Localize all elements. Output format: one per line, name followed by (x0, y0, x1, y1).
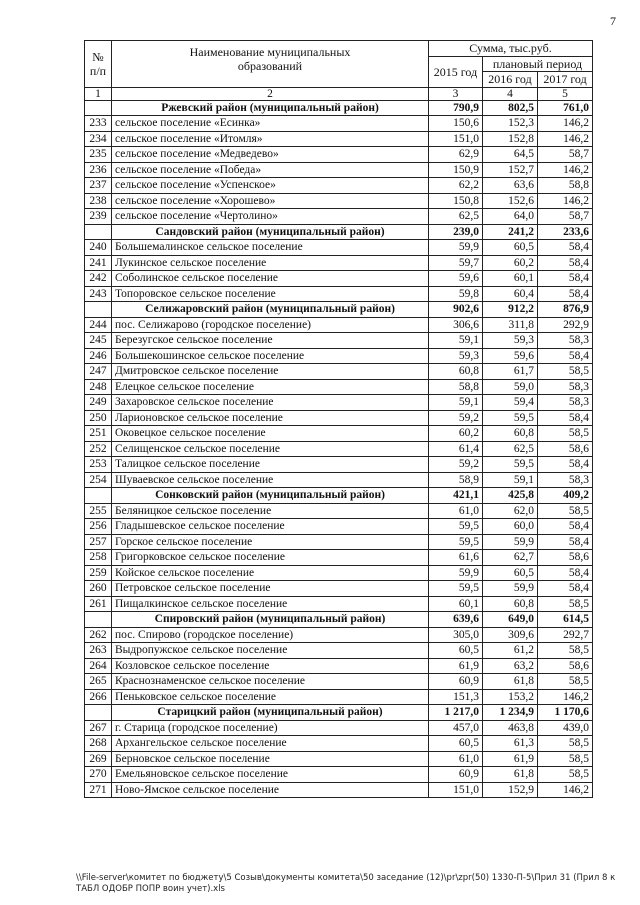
row-number: 240 (85, 240, 112, 256)
value-2016: 309,6 (483, 627, 538, 643)
value-2015: 59,5 (429, 519, 483, 535)
value-2017: 58,6 (538, 441, 593, 457)
column-number: 3 (429, 87, 483, 100)
table-row (85, 720, 593, 736)
column-numbers-row (85, 87, 593, 100)
row-number: 242 (85, 271, 112, 287)
value-2016: 63,6 (483, 178, 538, 194)
row-number: 271 (85, 782, 112, 798)
value-2015: 59,5 (429, 534, 483, 550)
district-row (85, 100, 593, 116)
table-row (85, 689, 593, 705)
row-number (85, 488, 112, 504)
value-2017: 58,3 (538, 395, 593, 411)
header-name: Наименование муниципальных образований (112, 41, 429, 88)
value-2016: 59,6 (483, 348, 538, 364)
value-2015: 421,1 (429, 488, 483, 504)
value-2017: 58,4 (538, 534, 593, 550)
row-name: сельское поселение «Успенское» (112, 178, 429, 194)
value-2016: 59,9 (483, 581, 538, 597)
value-2016: 61,8 (483, 767, 538, 783)
value-2017: 233,6 (538, 224, 593, 240)
row-name: Емельяновское сельское поселение (112, 767, 429, 783)
file-path-footer: \\File-server\комитет по бюджету\5 Созыв\документы комитета\50 заседание (12)\pr\zpr(50) 1330-П-5\Прил 31 (Прил 8 к ТАБЛ ОДОБР ПОПР воин учет).xls (76, 873, 616, 894)
header-2016: 2016 год (483, 72, 538, 88)
value-2016: 152,7 (483, 162, 538, 178)
value-2017: 58,4 (538, 286, 593, 302)
row-number: 245 (85, 333, 112, 349)
row-number: 251 (85, 426, 112, 442)
row-number: 253 (85, 457, 112, 473)
row-number: 264 (85, 658, 112, 674)
value-2016: 64,0 (483, 209, 538, 225)
value-2017: 58,5 (538, 503, 593, 519)
row-name: пос. Селижарово (городское поселение) (112, 317, 429, 333)
value-2016: 60,5 (483, 565, 538, 581)
header-sum: Сумма, тыс.руб. (429, 41, 593, 57)
value-2017: 58,5 (538, 767, 593, 783)
value-2017: 761,0 (538, 100, 593, 116)
row-number: 256 (85, 519, 112, 535)
value-2015: 1 217,0 (429, 705, 483, 721)
table-row (85, 162, 593, 178)
row-name: Краснознаменское сельское поселение (112, 674, 429, 690)
row-number (85, 705, 112, 721)
column-number: 4 (483, 87, 538, 100)
value-2017: 292,7 (538, 627, 593, 643)
row-number: 236 (85, 162, 112, 178)
value-2016: 649,0 (483, 612, 538, 628)
row-name: Старицкий район (муниципальный район) (112, 705, 429, 721)
row-number: 267 (85, 720, 112, 736)
table-row (85, 410, 593, 426)
value-2016: 59,3 (483, 333, 538, 349)
column-number: 1 (85, 87, 112, 100)
header-planned-period: плановый период (483, 56, 593, 72)
value-2015: 151,0 (429, 782, 483, 798)
value-2015: 151,0 (429, 131, 483, 147)
row-name: Дмитровское сельское поселение (112, 364, 429, 380)
value-2017: 58,3 (538, 333, 593, 349)
table-row (85, 596, 593, 612)
value-2015: 61,6 (429, 550, 483, 566)
row-number: 238 (85, 193, 112, 209)
table-row (85, 565, 593, 581)
row-number: 241 (85, 255, 112, 271)
value-2016: 61,3 (483, 736, 538, 752)
table-row (85, 550, 593, 566)
value-2015: 59,8 (429, 286, 483, 302)
value-2016: 62,5 (483, 441, 538, 457)
row-name: Большекошинское сельское поселение (112, 348, 429, 364)
value-2017: 58,5 (538, 643, 593, 659)
row-name: Койское сельское поселение (112, 565, 429, 581)
row-number: 233 (85, 116, 112, 132)
row-number: 248 (85, 379, 112, 395)
value-2017: 614,5 (538, 612, 593, 628)
value-2015: 150,9 (429, 162, 483, 178)
value-2016: 912,2 (483, 302, 538, 318)
table-row (85, 472, 593, 488)
value-2015: 59,5 (429, 581, 483, 597)
value-2015: 59,2 (429, 410, 483, 426)
row-name: Берновское сельское поселение (112, 751, 429, 767)
value-2015: 59,9 (429, 240, 483, 256)
table-row (85, 503, 593, 519)
row-name: сельское поселение «Медведево» (112, 147, 429, 163)
row-number (85, 612, 112, 628)
value-2015: 62,5 (429, 209, 483, 225)
table-row (85, 581, 593, 597)
value-2015: 60,9 (429, 674, 483, 690)
value-2015: 62,9 (429, 147, 483, 163)
value-2016: 1 234,9 (483, 705, 538, 721)
value-2015: 59,1 (429, 395, 483, 411)
table-row (85, 534, 593, 550)
row-name: Ларионовское сельское поселение (112, 410, 429, 426)
table-body (85, 100, 593, 798)
row-name: Большемалинское сельское поселение (112, 240, 429, 256)
value-2017: 58,7 (538, 147, 593, 163)
row-name: Ново-Ямское сельское поселение (112, 782, 429, 798)
row-name: Оковецкое сельское поселение (112, 426, 429, 442)
value-2015: 59,9 (429, 565, 483, 581)
value-2016: 61,7 (483, 364, 538, 380)
value-2015: 60,2 (429, 426, 483, 442)
value-2015: 457,0 (429, 720, 483, 736)
value-2016: 152,9 (483, 782, 538, 798)
column-number: 2 (112, 87, 429, 100)
value-2015: 60,5 (429, 643, 483, 659)
value-2017: 292,9 (538, 317, 593, 333)
value-2015: 639,6 (429, 612, 483, 628)
row-name: Пеньковское сельское поселение (112, 689, 429, 705)
row-number: 262 (85, 627, 112, 643)
value-2017: 58,5 (538, 596, 593, 612)
row-name: Григорковское сельское поселение (112, 550, 429, 566)
value-2016: 61,2 (483, 643, 538, 659)
row-name: сельское поселение «Есинка» (112, 116, 429, 132)
table-row (85, 751, 593, 767)
row-number (85, 100, 112, 116)
value-2017: 58,4 (538, 565, 593, 581)
table-row (85, 209, 593, 225)
value-2016: 62,0 (483, 503, 538, 519)
row-number: 269 (85, 751, 112, 767)
row-number: 268 (85, 736, 112, 752)
table-row (85, 131, 593, 147)
value-2015: 59,2 (429, 457, 483, 473)
value-2017: 876,9 (538, 302, 593, 318)
value-2017: 409,2 (538, 488, 593, 504)
table-row (85, 348, 593, 364)
table-row (85, 658, 593, 674)
value-2016: 425,8 (483, 488, 538, 504)
row-number: 237 (85, 178, 112, 194)
value-2017: 146,2 (538, 782, 593, 798)
row-name: Захаровское сельское поселение (112, 395, 429, 411)
value-2017: 58,3 (538, 379, 593, 395)
table-row (85, 457, 593, 473)
value-2017: 58,4 (538, 410, 593, 426)
row-name: Талицкое сельское поселение (112, 457, 429, 473)
value-2017: 58,6 (538, 658, 593, 674)
row-number: 255 (85, 503, 112, 519)
value-2016: 152,6 (483, 193, 538, 209)
row-number: 244 (85, 317, 112, 333)
row-name: сельское поселение «Победа» (112, 162, 429, 178)
table-row (85, 736, 593, 752)
row-number: 249 (85, 395, 112, 411)
value-2016: 60,2 (483, 255, 538, 271)
value-2016: 61,8 (483, 674, 538, 690)
value-2016: 241,2 (483, 224, 538, 240)
value-2016: 463,8 (483, 720, 538, 736)
row-name: Беляницкое сельское поселение (112, 503, 429, 519)
value-2017: 58,4 (538, 240, 593, 256)
row-number (85, 302, 112, 318)
column-number: 5 (538, 87, 593, 100)
value-2015: 239,0 (429, 224, 483, 240)
value-2015: 902,6 (429, 302, 483, 318)
value-2015: 58,9 (429, 472, 483, 488)
row-number: 260 (85, 581, 112, 597)
value-2017: 58,3 (538, 472, 593, 488)
value-2016: 59,5 (483, 457, 538, 473)
district-row (85, 224, 593, 240)
value-2015: 59,7 (429, 255, 483, 271)
value-2016: 64,5 (483, 147, 538, 163)
row-name: Соболинское сельское поселение (112, 271, 429, 287)
value-2016: 60,8 (483, 426, 538, 442)
value-2015: 60,9 (429, 767, 483, 783)
row-name: Селищенское сельское поселение (112, 441, 429, 457)
value-2015: 305,0 (429, 627, 483, 643)
row-number: 247 (85, 364, 112, 380)
table-row (85, 364, 593, 380)
row-name: пос. Спирово (городское поселение) (112, 627, 429, 643)
value-2015: 306,6 (429, 317, 483, 333)
row-number: 243 (85, 286, 112, 302)
row-name: Козловское сельское поселение (112, 658, 429, 674)
table-row (85, 767, 593, 783)
value-2017: 58,4 (538, 581, 593, 597)
value-2016: 152,3 (483, 116, 538, 132)
value-2017: 58,5 (538, 751, 593, 767)
row-name: Спировский район (муниципальный район) (112, 612, 429, 628)
row-number: 259 (85, 565, 112, 581)
table-row (85, 193, 593, 209)
row-name: Архангельское сельское поселение (112, 736, 429, 752)
value-2015: 62,2 (429, 178, 483, 194)
row-number: 258 (85, 550, 112, 566)
value-2017: 146,2 (538, 131, 593, 147)
row-name: Шуваевское сельское поселение (112, 472, 429, 488)
row-name: Березугское сельское поселение (112, 333, 429, 349)
row-name: Елецкое сельское поселение (112, 379, 429, 395)
value-2017: 58,6 (538, 550, 593, 566)
value-2016: 59,9 (483, 534, 538, 550)
row-number: 252 (85, 441, 112, 457)
value-2016: 59,0 (483, 379, 538, 395)
table-row (85, 627, 593, 643)
row-name: сельское поселение «Хорошево» (112, 193, 429, 209)
table-row (85, 333, 593, 349)
table-row (85, 426, 593, 442)
row-name: Горское сельское поселение (112, 534, 429, 550)
value-2017: 58,5 (538, 674, 593, 690)
value-2015: 58,8 (429, 379, 483, 395)
value-2015: 790,9 (429, 100, 483, 116)
value-2016: 62,7 (483, 550, 538, 566)
value-2015: 150,6 (429, 116, 483, 132)
value-2015: 61,0 (429, 751, 483, 767)
value-2015: 60,8 (429, 364, 483, 380)
value-2016: 153,2 (483, 689, 538, 705)
table-row (85, 178, 593, 194)
row-number: 257 (85, 534, 112, 550)
value-2016: 61,9 (483, 751, 538, 767)
value-2017: 1 170,6 (538, 705, 593, 721)
value-2017: 58,4 (538, 519, 593, 535)
header-2015: 2015 год (429, 56, 483, 87)
district-row (85, 488, 593, 504)
row-name: сельское поселение «Итомля» (112, 131, 429, 147)
header-num: № п/п (85, 41, 112, 88)
value-2015: 61,0 (429, 503, 483, 519)
row-number: 261 (85, 596, 112, 612)
row-number: 266 (85, 689, 112, 705)
table-row (85, 286, 593, 302)
table-row (85, 255, 593, 271)
value-2016: 60,4 (483, 286, 538, 302)
table-row (85, 116, 593, 132)
row-name: Лукинское сельское поселение (112, 255, 429, 271)
value-2016: 60,1 (483, 271, 538, 287)
value-2017: 146,2 (538, 689, 593, 705)
table-row (85, 441, 593, 457)
table-row (85, 379, 593, 395)
row-number: 250 (85, 410, 112, 426)
row-number: 235 (85, 147, 112, 163)
row-name: Петровское сельское поселение (112, 581, 429, 597)
value-2017: 58,4 (538, 348, 593, 364)
district-row (85, 302, 593, 318)
value-2016: 802,5 (483, 100, 538, 116)
row-number: 263 (85, 643, 112, 659)
row-name: Выдропужское сельское поселение (112, 643, 429, 659)
row-name: Гладышевское сельское поселение (112, 519, 429, 535)
row-number (85, 224, 112, 240)
value-2015: 60,5 (429, 736, 483, 752)
table-row (85, 395, 593, 411)
row-name: сельское поселение «Чертолино» (112, 209, 429, 225)
value-2017: 146,2 (538, 193, 593, 209)
value-2016: 59,1 (483, 472, 538, 488)
page-number: 7 (610, 14, 616, 28)
value-2015: 151,3 (429, 689, 483, 705)
value-2015: 59,3 (429, 348, 483, 364)
row-name: Топоровское сельское поселение (112, 286, 429, 302)
value-2017: 58,7 (538, 209, 593, 225)
value-2017: 58,4 (538, 255, 593, 271)
value-2016: 60,0 (483, 519, 538, 535)
row-number: 239 (85, 209, 112, 225)
budget-table (84, 40, 593, 798)
row-name: Сонковский район (муниципальный район) (112, 488, 429, 504)
value-2017: 439,0 (538, 720, 593, 736)
table-row (85, 519, 593, 535)
row-name: Селижаровский район (муниципальный район) (112, 302, 429, 318)
table-row (85, 782, 593, 798)
value-2016: 311,8 (483, 317, 538, 333)
row-number: 246 (85, 348, 112, 364)
row-number: 270 (85, 767, 112, 783)
row-name: Ржевский район (муниципальный район) (112, 100, 429, 116)
value-2015: 59,1 (429, 333, 483, 349)
district-row (85, 612, 593, 628)
value-2015: 61,9 (429, 658, 483, 674)
row-number: 265 (85, 674, 112, 690)
row-name: Сандовский район (муниципальный район) (112, 224, 429, 240)
value-2016: 60,8 (483, 596, 538, 612)
table-row (85, 317, 593, 333)
table-row (85, 643, 593, 659)
row-number: 254 (85, 472, 112, 488)
row-number: 234 (85, 131, 112, 147)
value-2017: 58,8 (538, 178, 593, 194)
table-row (85, 240, 593, 256)
value-2017: 58,4 (538, 457, 593, 473)
table-row (85, 674, 593, 690)
district-row (85, 705, 593, 721)
value-2015: 59,6 (429, 271, 483, 287)
value-2015: 60,1 (429, 596, 483, 612)
value-2017: 58,5 (538, 736, 593, 752)
value-2016: 60,5 (483, 240, 538, 256)
value-2017: 58,4 (538, 271, 593, 287)
value-2015: 150,8 (429, 193, 483, 209)
value-2017: 58,5 (538, 426, 593, 442)
table-row (85, 271, 593, 287)
header-2017: 2017 год (538, 72, 593, 88)
value-2016: 152,8 (483, 131, 538, 147)
value-2017: 146,2 (538, 162, 593, 178)
row-name: Пищалкинское сельское поселение (112, 596, 429, 612)
table-row (85, 147, 593, 163)
row-name: г. Старица (городское поселение) (112, 720, 429, 736)
value-2017: 58,5 (538, 364, 593, 380)
value-2016: 59,5 (483, 410, 538, 426)
value-2016: 63,2 (483, 658, 538, 674)
value-2015: 61,4 (429, 441, 483, 457)
value-2017: 146,2 (538, 116, 593, 132)
value-2016: 59,4 (483, 395, 538, 411)
